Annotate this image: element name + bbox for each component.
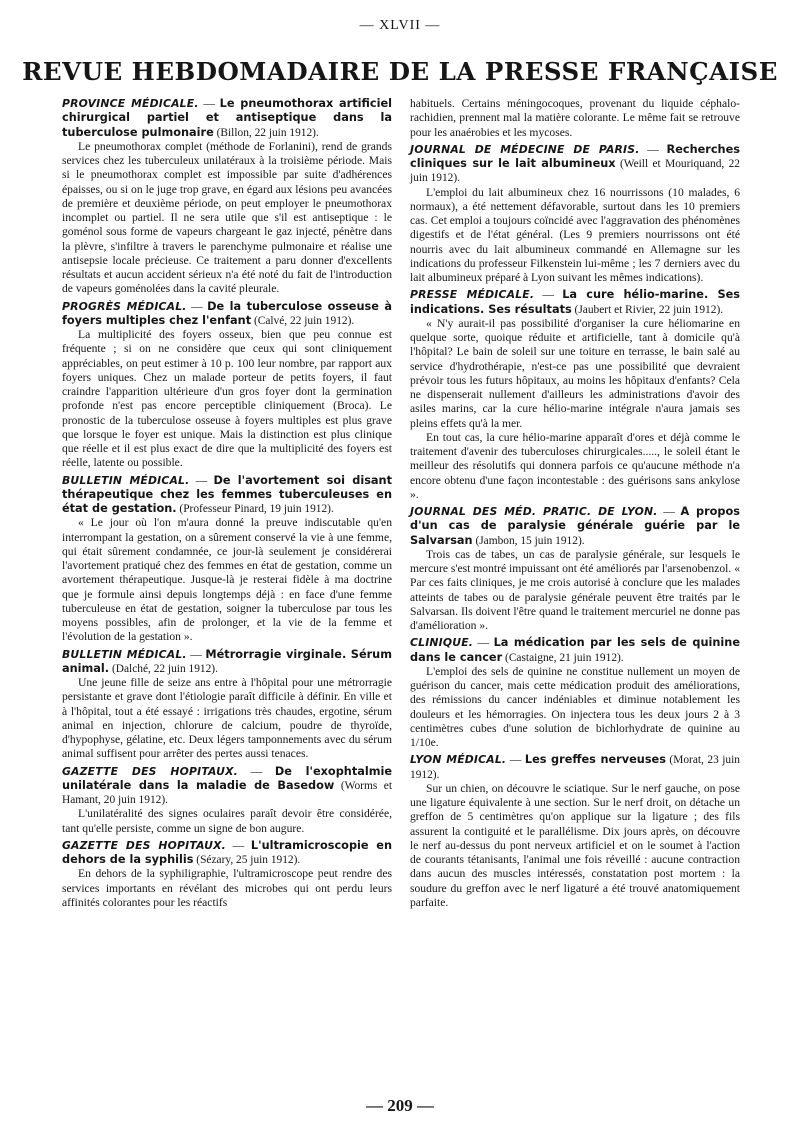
journal-source: JOURNAL DE MÉDECINE DE PARIS. bbox=[410, 142, 640, 156]
article-reference: (Billon, 22 juin 1912). bbox=[213, 126, 319, 139]
heading-dash: — bbox=[506, 753, 525, 767]
article-heading bbox=[62, 300, 392, 329]
heading-dash: — bbox=[237, 764, 275, 778]
article bbox=[62, 300, 392, 471]
continuation-text: habituels. Certains méningocoques, provenant du liquide céphalo-rachidien, prennent mal la matière colorante. Le même fait se retrouve pour les anaérobies et les mycoses. bbox=[410, 97, 740, 139]
article-title: Métrorragie virginale. Sérum animal. bbox=[62, 647, 392, 675]
article-paragraph: En tout cas, la cure hélio-marine apparaît d'ores et déjà comme le traitement d'avenir des tuberculoses chirurgicales....., le soleil étant le meilleur des résolutifs qui donnera parfois ce qu'aucune méthode n'a encore obtenu d'une façon incontestable : des guérisons sans ankylose ». bbox=[410, 430, 740, 501]
article-title: L'ultramicroscopie en dehors de la syphilis bbox=[62, 838, 392, 866]
article-heading bbox=[62, 648, 392, 677]
heading-dash: — bbox=[198, 97, 220, 110]
page-header: — XLVII — bbox=[359, 18, 441, 33]
article bbox=[62, 474, 392, 645]
journal-source: BULLETIN MÉDICAL. bbox=[62, 473, 190, 487]
heading-dash: — bbox=[534, 288, 563, 302]
article bbox=[410, 143, 740, 286]
article-title: De l'avortement soi disant thérapeutique chez les femmes tuberculeuses en état de gestation. bbox=[62, 473, 392, 515]
article-paragraph: En dehors de la syphiligraphie, l'ultramicroscope peut rendre des services importants en révélant des microbes qui ont perdu leurs affinités colorantes pour les réactifs bbox=[62, 867, 392, 909]
article-paragraph: L'emploi des sels de quinine ne constitue nullement un moyen de guérison du cancer, mais cette médication produit des améliorations, des rémissions du cancer indéniables et diminue notablement les douleurs et les hémorragies. On injectera tous les deux jours 2 à 3 centimètres cubes d'une solution de bichlorhydrate de quinine au 1/10e. bbox=[410, 664, 740, 749]
article-title: La cure hélio-marine. Ses indications. Ses résultats bbox=[410, 288, 741, 316]
article-heading bbox=[410, 288, 740, 317]
article-reference: (Worms et Hamant, 20 juin 1912). bbox=[62, 779, 392, 806]
article-paragraph: Trois cas de tabes, un cas de paralysie générale, sur lesquels le mercure s'est montré impuissant ont été améliorés par l'arsenobenzol. « Par ces faits cliniques, je me crois autorisé à conclure que les malades atteints de tabes ou de paralysie générale peuvent être traités par le Salvarsan. Ils doivent l'être quand le traitement mercuriel ne donne pas d'amélioration ». bbox=[410, 547, 740, 632]
journal-source: PROGRÈS MÉDICAL. bbox=[62, 299, 187, 313]
journal-source: PROVINCE MÉDICALE. bbox=[62, 97, 199, 110]
article-reference: (Weill et Mouriquand, 22 juin 1912). bbox=[410, 158, 740, 185]
article bbox=[410, 288, 740, 502]
heading-dash: — bbox=[639, 142, 667, 156]
heading-dash: — bbox=[473, 636, 494, 650]
article-paragraph: L'unilatéralité des signes oculaires paraît devoir être considérée, tant qu'elle persiste, comme un signe de bon augure. bbox=[62, 807, 392, 835]
heading-dash: — bbox=[225, 838, 251, 852]
article-title: A propos d'un cas de paralysie générale guérie par le Salvarsan bbox=[410, 505, 741, 547]
article-reference: (Professeur Pinard, 19 juin 1912). bbox=[176, 503, 334, 515]
article-reference: (Sézary, 25 juin 1912). bbox=[193, 854, 301, 866]
article-heading bbox=[410, 753, 740, 782]
article-heading bbox=[62, 839, 392, 868]
article-reference: (Dalché, 22 juin 1912). bbox=[109, 662, 218, 675]
article bbox=[62, 648, 392, 762]
journal-source: GAZETTE DES HOPITAUX. bbox=[62, 838, 226, 852]
article-paragraph: « Le jour où l'on m'aura donné la preuve indiscutable qu'en interrompant la gestation, on a sûrement conservé la vie à une femme, qui était sûrement condamnée, ce jour-là seulement je considérerai l'avortement pratiqué chez des femmes en état de gestation, comme un avortement thérapeutique. Jusque-là je resterai fidèle à ma doctrine que je formule ainsi depuis longtemps déjà : en face d'une femme tuberculeuse en état de gestation, soigner la tuberculose par tous les moyens possibles, afin de prolonger, et la vie de la femme et l'évolution de la gestation ». bbox=[62, 516, 392, 644]
article-title: De l'exophtalmie unilatérale dans la maladie de Basedow bbox=[62, 764, 393, 792]
article bbox=[410, 753, 740, 910]
article-heading bbox=[410, 505, 740, 548]
journal-source: GAZETTE DES HOPITAUX. bbox=[62, 764, 238, 778]
right-articles bbox=[410, 143, 740, 910]
article-reference: (Morat, 23 juin 1912). bbox=[410, 754, 740, 781]
journal-source: CLINIQUE. bbox=[410, 636, 474, 650]
heading-dash: — bbox=[657, 505, 681, 518]
article-title: Les greffes nerveuses bbox=[524, 753, 666, 767]
article bbox=[62, 97, 392, 297]
article-reference: (Jambon, 15 juin 1912). bbox=[472, 534, 585, 547]
article-title: La médication par les sels de quinine dans le cancer bbox=[410, 636, 740, 664]
article-heading bbox=[410, 636, 740, 665]
page-number: — 209 — bbox=[366, 1096, 434, 1115]
masthead-title: REVUE HEBDOMADAIRE DE LA PRESSE FRANÇAISE bbox=[22, 57, 778, 86]
article-paragraph: L'emploi du lait albumineux chez 16 nourrissons (10 malades, 6 normaux), a été nettement défavorable, surtout dans les 10 premiers cas. Cet emploi a toujours coïncidé avec l'aggravation des phénomènes digestifs et de l'état général. (Les 9 premiers nourrissons ont été nourris avec du lait albumineux commandé en Allemagne sur les indications du professeur Filkenstein lui-même ; les 7 derniers avec du lait albumineux préparé à Lyon suivant les mêmes indications). bbox=[410, 185, 740, 284]
journal-source: JOURNAL DES MÉD. PRATIC. DE LYON. bbox=[410, 505, 658, 518]
article-reference: (Castaigne, 21 juin 1912). bbox=[502, 651, 624, 664]
heading-dash: — bbox=[186, 299, 208, 313]
left-column bbox=[62, 97, 392, 913]
article-heading bbox=[62, 97, 392, 140]
article bbox=[410, 505, 740, 633]
article-heading bbox=[62, 765, 392, 808]
article-title: Recherches cliniques sur le lait albumineux bbox=[410, 142, 740, 170]
article-reference: (Calvé, 22 juin 1912). bbox=[251, 314, 355, 327]
article-paragraph: Une jeune fille de seize ans entre à l'hôpital pour une métrorragie persistante et grave dont l'étiologie paraît difficile à définir. En ville et à l'hôpital, tout a été essayé : irrigations très chaudes, ergotine, sérum animal en injection, chlorure de calcium, poudre de thyroïde, d'hypophyse, gélatine, etc. Deux légers tamponnements avec du sérum animal suffisent pour arrêter des pertes aussi tenaces. bbox=[62, 676, 392, 761]
article-reference: (Jaubert et Rivier, 22 juin 1912). bbox=[571, 303, 724, 316]
article-paragraph: Le pneumothorax complet (méthode de Forlanini), rend de grands services chez les tuberculeux unilatéraux à la troisième période. Mais si le pneumothorax complet est impossible par suite d'adhérences épaisses, ou si on le juge trop grave, en égard aux lésions peu avancées de première et deuxième période, on peut employer le pneumothorax incomplet ou partiel. Il ne sera utile que s'il est antiseptique : le goménol sous forme de vapeurs chargeant le gaz injecté, pénètre dans la plèvre, s'infiltre à travers le parenchyme pulmonaire et réalise une antisepsie locale précieuse. Ce traitement a paru donner d'excellents résultats et aucun accident sérieux n'a été noté du fait de l'introduction de vapeurs goménolées dans la cavité pleurale. bbox=[62, 139, 392, 296]
journal-source: PRESSE MÉDICALE. bbox=[410, 288, 535, 302]
article-paragraph: Sur un chien, on découvre le sciatique. Sur le nerf gauche, on pose une ligature équivalente à une section. Sur le nerf droit, on détache un greffon de 5 centimètres qu'on applique sur la ligature ; des fils assurent la contiguité et le parallélisme. Dix jours après, on découvre le nerf au-dessus du pont nerveux artificiel et on le soumet à l'action de courants tétanisants, l'animal une fois réveillé : aucune contraction dans aucun des muscles intéressés, constatation post mortem : la soudure du greffon avec le nerf ligaturé a été trouvé anatomiquement parfaite. bbox=[410, 781, 740, 909]
article-title: Le pneumothorax artificiel chirurgical partiel et antiseptique dans la tuberculose pulmonaire bbox=[62, 97, 392, 139]
article-heading bbox=[410, 143, 740, 186]
journal-source: BULLETIN MÉDICAL. bbox=[62, 647, 187, 661]
right-column bbox=[410, 97, 740, 913]
heading-dash: — bbox=[189, 473, 214, 487]
article-heading bbox=[62, 474, 392, 517]
heading-dash: — bbox=[186, 647, 206, 661]
journal-source: LYON MÉDICAL. bbox=[410, 753, 507, 767]
article-title: De la tuberculose osseuse à foyers multiples chez l'enfant bbox=[62, 299, 392, 327]
article-paragraph: « N'y aurait-il pas possibilité d'organiser la cure héliomarine en quelque sorte, quoique réduite et artificielle, tant à domicile qu'à l'hôpital? Le bain de soleil sur une toiture en terrasse, le bain salé au service d'hydrothérapie, n'est-ce pas une possibilité que devraient prévoir tous les futurs hôpitaux, au moins les hôpitaux d'enfants? Cela ne dispenserait nullement d'ailleurs les administrations d'avoir des asiles marins, car la cure hélio-marine intégrale n'aura jamais ses pleins effets qu'à la mer. bbox=[410, 316, 740, 430]
article-paragraph: La multiplicité des foyers osseux, bien que peu connue est fréquente ; si on ne considère que ceux qui sont cliniquement appréciables, on peut estimer à 10 p. 100 leur nombre, par rapport aux foyers uniques. Chez un malade porteur de petits foyers, il faut craindre l'apparition ultérieure d'un gros foyer dont la germination profonde n'est pas encore perceptible cliniquement (Broca). Le pronostic de la tuberculose osseuse à foyers multiples est plus grave que lorsque le foyer est unique. Mais la distinction est plus clinique que réelle et il est plus exact de dire que la multiplicité des foyers est réelle, latente ou possible. bbox=[62, 328, 392, 470]
article bbox=[62, 839, 392, 910]
article bbox=[62, 765, 392, 836]
article bbox=[410, 636, 740, 750]
continuation-block bbox=[410, 97, 740, 140]
